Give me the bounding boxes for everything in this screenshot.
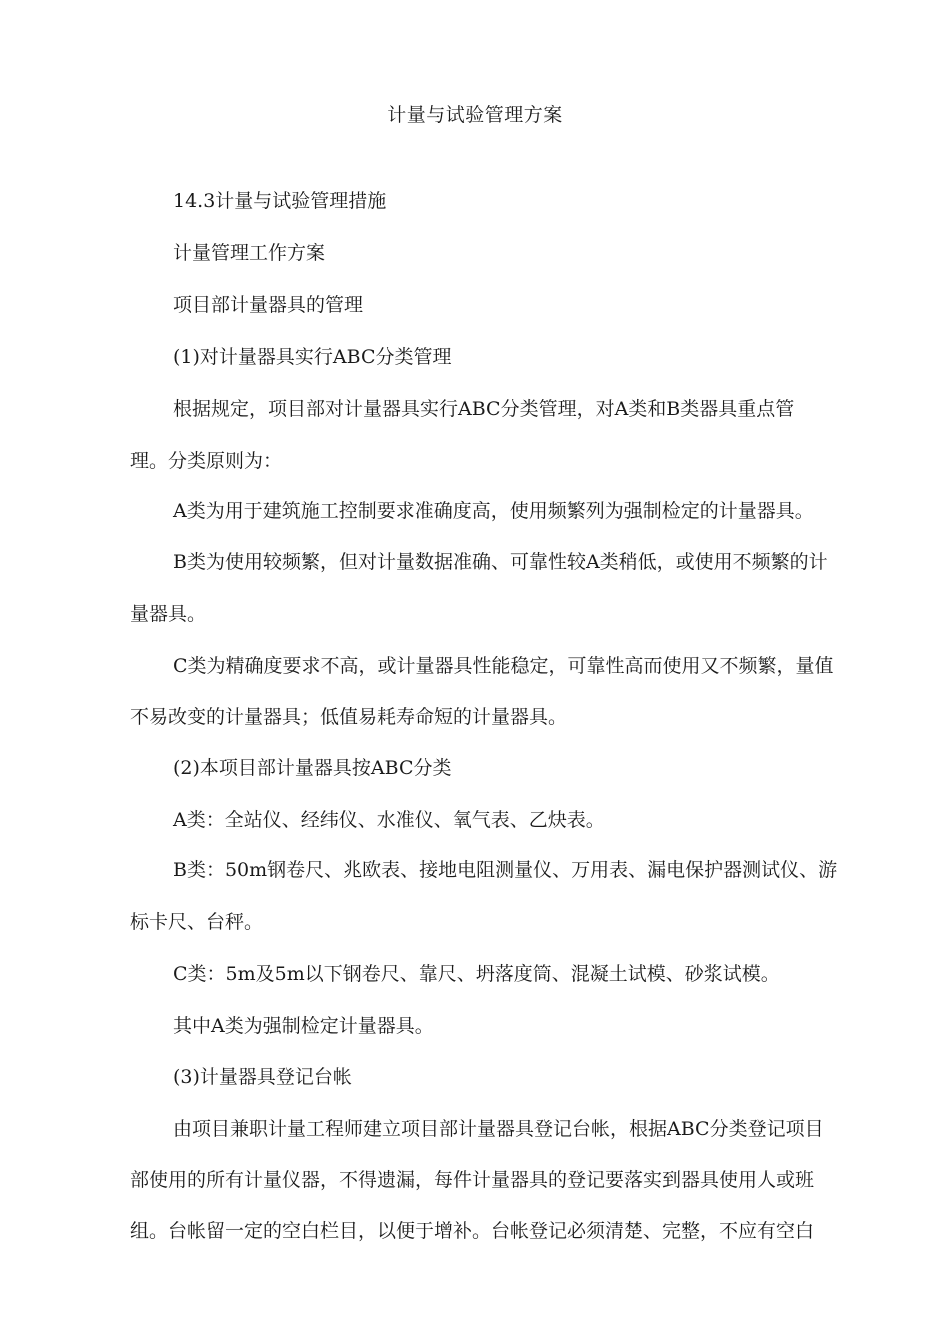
section-heading: 14.3计量与试验管理措施 [173,190,387,212]
paragraph-line: 其中A类为强制检定计量器具。 [173,1015,434,1037]
paragraph-line: B类为使用较频繁，但对计量数据准确、可靠性较A类稍低，或使用不频繁的计 [173,551,828,573]
paragraph-line: 标卡尺、台秤。 [130,911,264,933]
paragraph-line: A类：全站仪、经纬仪、水准仪、氧气表、乙炔表。 [173,809,605,831]
subsection-heading: 项目部计量器具的管理 [173,294,364,316]
item-heading: (1)对计量器具实行ABC分类管理 [173,346,452,368]
paragraph-line: 理。分类原则为： [130,450,283,472]
paragraph-line: A类为用于建筑施工控制要求准确度高，使用频繁列为强制检定的计量器具。 [173,500,814,522]
paragraph-line: B类：50m钢卷尺、兆欧表、接地电阻测量仪、万用表、漏电保护器测试仪、游 [173,859,838,881]
paragraph-line: 部使用的所有计量仪器，不得遗漏，每件计量器具的登记要落实到器具使用人或班 [130,1169,815,1191]
document-title: 计量与试验管理方案 [387,104,563,126]
paragraph-line: 组。台帐留一定的空白栏目，以便于增补。台帐登记必须清楚、完整，不应有空白 [130,1220,815,1242]
paragraph-line: C类：5m及5m以下钢卷尺、靠尺、坍落度筒、混凝土试模、砂浆试模。 [173,963,780,985]
subsection-heading: 计量管理工作方案 [173,242,326,264]
paragraph-line: 不易改变的计量器具；低值易耗寿命短的计量器具。 [130,706,568,728]
item-heading: (2)本项目部计量器具按ABC分类 [173,757,452,779]
paragraph-line: 量器具。 [130,603,207,625]
item-heading: (3)计量器具登记台帐 [173,1066,352,1088]
paragraph-line: C类为精确度要求不高，或计量器具性能稳定，可靠性高而使用又不频繁，量值 [173,655,834,677]
paragraph-line: 由项目兼职计量工程师建立项目部计量器具登记台帐，根据ABC分类登记项目 [173,1118,824,1140]
paragraph-line: 根据规定，项目部对计量器具实行ABC分类管理，对A类和B类器具重点管 [173,398,795,420]
